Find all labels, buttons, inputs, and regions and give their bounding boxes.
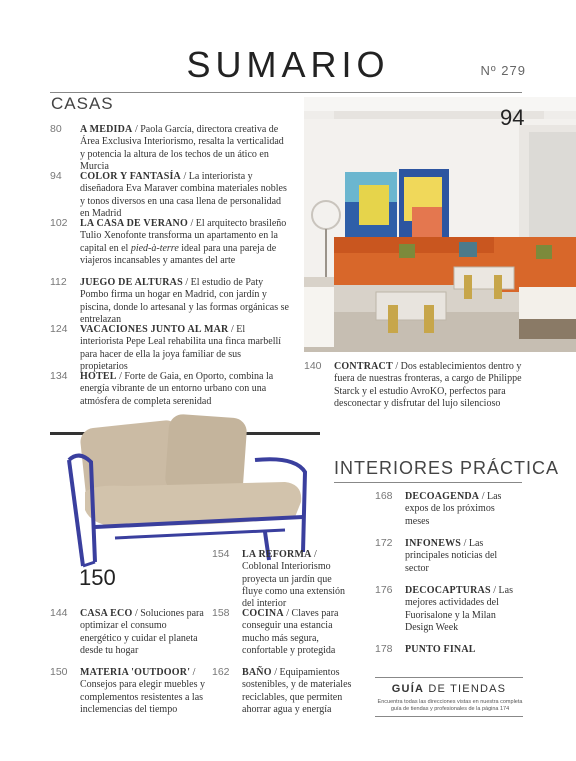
entry-description: / La interiorista y diseñadora Eva Maraver combina materiales nobles y tonos diversos en una casa llena de personalidad en Madrid bbox=[80, 171, 287, 219]
section-title-casas: CASAS bbox=[51, 94, 114, 113]
toc-entry[interactable] bbox=[50, 667, 210, 716]
entry-description: / El arquitecto brasileño Tulio Xenofonte transforma un apartamento en la capital en el bbox=[80, 218, 287, 254]
toc-entry[interactable] bbox=[375, 644, 515, 656]
guide-bottom-rule bbox=[375, 716, 523, 717]
sofa-page-number: 150 bbox=[79, 565, 116, 590]
entry-page: 124 bbox=[50, 323, 68, 335]
entry-page: 112 bbox=[50, 276, 67, 288]
entry-title: PUNTO FINAL bbox=[405, 644, 476, 655]
entry-description: / Coblonal Interiorismo proyecta un jardín que fluye como una extensión del interior bbox=[242, 549, 346, 610]
entry-description: / Dos establecimientos dentro y fuera de nuestras fronteras, a cargo de Philippe Starck y el estudio AvroKO, perfectos para desconectar y disfrutar del lujo silencioso bbox=[334, 361, 522, 409]
entry-page: 150 bbox=[50, 666, 68, 678]
entry-page: 102 bbox=[50, 217, 68, 229]
entry-description: / Las mejores actividades del Fuorisalone y la Milan Design Week bbox=[405, 585, 513, 633]
toc-entry-contract[interactable] bbox=[304, 361, 529, 410]
toc-entry[interactable] bbox=[50, 171, 290, 220]
entry-page: 178 bbox=[375, 643, 393, 655]
entry-page: 176 bbox=[375, 584, 393, 596]
toc-entry[interactable] bbox=[50, 608, 210, 657]
entry-description: / Las principales noticias del sector bbox=[405, 538, 498, 574]
shop-guide-text: Encuentra todas las direcciones vistas en nuestra completa guía de tiendas y profesionales de la página 174 bbox=[377, 699, 523, 712]
section-title-practica: INTERIORES PRÁCTICA bbox=[334, 458, 560, 478]
entry-page: 168 bbox=[375, 490, 393, 502]
entry-page: 144 bbox=[50, 607, 68, 619]
toc-entry[interactable] bbox=[50, 218, 290, 267]
entry-title: A MEDIDA bbox=[80, 124, 133, 135]
shop-guide-title-rest: DE TIENDAS bbox=[424, 683, 507, 695]
entry-title: MATERIA 'OUTDOOR' bbox=[80, 667, 191, 678]
entry-title: JUEGO DE ALTURAS bbox=[80, 277, 183, 288]
toc-entry[interactable] bbox=[375, 491, 515, 528]
entry-description: / Forte de Gaia, en Oporto, combina la energía vibrante de un entorno urbano con una atmósfera de completa serenidad bbox=[80, 371, 274, 407]
entry-italic: pied-à-terre bbox=[130, 242, 179, 254]
toc-entry[interactable] bbox=[50, 277, 290, 326]
entry-title: COLOR Y FANTASÍA bbox=[80, 171, 181, 182]
toc-entry[interactable] bbox=[50, 324, 290, 373]
entry-title: DECOCAPTURAS bbox=[405, 585, 491, 596]
entry-title: HOTEL bbox=[80, 371, 117, 382]
entry-page: 80 bbox=[50, 123, 62, 135]
entry-page: 172 bbox=[375, 537, 393, 549]
entry-title: BAÑO bbox=[242, 667, 272, 678]
shop-guide-title-bold: GUÍA bbox=[391, 683, 425, 695]
toc-entry[interactable] bbox=[212, 549, 352, 610]
entry-description: / Paola García, directora creativa de Área Exclusiva Interiorismo, resalta la verticalidad y potencia la altura de los techos de un ático en Murcia bbox=[80, 124, 284, 172]
toc-entry[interactable] bbox=[50, 371, 290, 408]
entry-title: LA REFORMA bbox=[242, 549, 312, 560]
entry-title: INFONEWS bbox=[405, 538, 462, 549]
entry-title: DECOAGENDA bbox=[405, 491, 480, 502]
header-divider bbox=[50, 92, 522, 93]
entry-description: / Las expos de los próximos meses bbox=[405, 491, 502, 527]
entry-description: / Consejos para elegir muebles y complementos resistentes a las inclemencias del tiempo bbox=[80, 667, 205, 715]
section-underline bbox=[334, 482, 522, 483]
toc-entry[interactable] bbox=[375, 538, 515, 575]
entry-description: / Equipamientos sostenibles, y de materiales reciclables, que permiten ahorrar agua y energía bbox=[242, 667, 352, 715]
entry-title: CONTRACT bbox=[334, 361, 393, 372]
entry-title: COCINA bbox=[242, 608, 284, 619]
toc-entry[interactable] bbox=[50, 124, 290, 173]
living-room-photo bbox=[304, 97, 576, 352]
photo-page-number: 94 bbox=[500, 105, 525, 130]
toc-entry[interactable] bbox=[212, 608, 352, 657]
entry-description: / Claves para conseguir una estancia mucho más segura, confortable y protegida bbox=[242, 608, 339, 656]
guide-top-rule bbox=[375, 677, 523, 678]
entry-title: CASA ECO bbox=[80, 608, 133, 619]
entry-description: / El estudio de Paty Pombo firma un hogar en Madrid, con jardín y piscina, donde lo artesanal y las formas orgánicas se entrelazan bbox=[80, 277, 289, 325]
entry-description: / El interiorista Pepe Leal rehabilita una finca marbellí para hacer de ella la joya familiar de sus propietarios bbox=[80, 324, 282, 372]
entry-title: LA CASA DE VERANO bbox=[80, 218, 188, 229]
entry-title: VACACIONES JUNTO AL MAR bbox=[80, 324, 229, 335]
page-title: SUMARIO bbox=[186, 44, 390, 85]
entry-page: 154 bbox=[212, 548, 230, 560]
toc-entry[interactable] bbox=[375, 585, 515, 634]
entry-description: ideal para una pareja de viajeros incansables y amantes del arte bbox=[80, 242, 277, 266]
issue-number: Nº 279 bbox=[480, 63, 526, 78]
shop-guide-title bbox=[375, 683, 523, 695]
toc-entry[interactable] bbox=[212, 667, 352, 716]
entry-description: / Soluciones para optimizar el consumo energético y cuidar el planeta desde tu hogar bbox=[80, 608, 204, 656]
entry-page: 158 bbox=[212, 607, 230, 619]
entry-page: 94 bbox=[50, 170, 62, 182]
entry-page: 134 bbox=[50, 370, 68, 382]
entry-page: 162 bbox=[212, 666, 230, 678]
entry-page: 140 bbox=[304, 360, 322, 372]
